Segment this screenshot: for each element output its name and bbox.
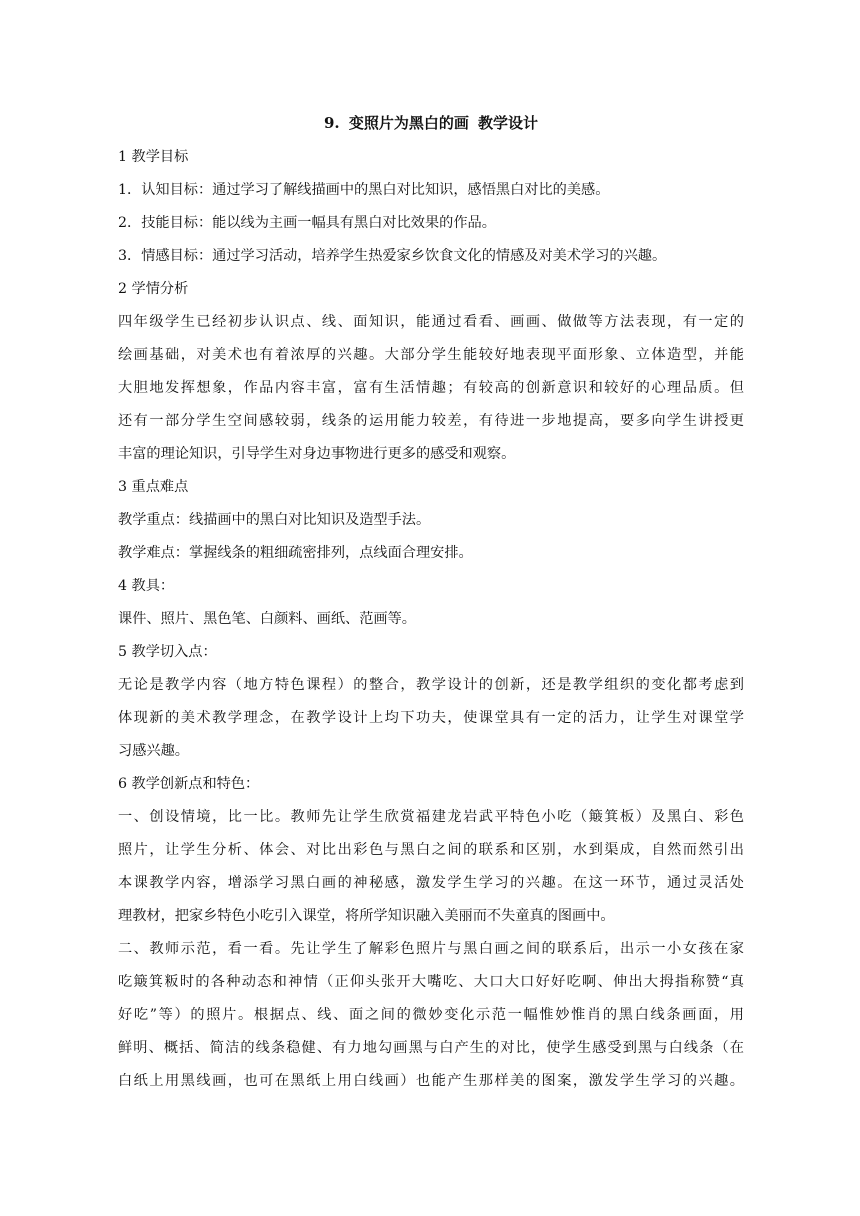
text-line: 1．认知目标：通过学习了解线描画中的黑白对比知识，感悟黑白对比的美感。 xyxy=(118,182,610,198)
text-line: 鲜明、概括、简洁的线条稳健、有力地勾画黑与白产生的对比，使学生感受到黑与白线条（在 xyxy=(118,1040,744,1056)
text-line: 吃簸箕粄时的各种动态和神情（正仰头张开大嘴吃、大口大口好好吃啊、伸出大拇指称赞“真 xyxy=(118,974,744,990)
text-line: 3．情感目标：通过学习活动，培养学生热爱家乡饮食文化的情感及对美术学习的兴趣。 xyxy=(118,248,667,264)
text-line: 丰富的理论知识，引导学生对身边事物进行更多的感受和观察。 xyxy=(118,446,516,462)
text-line: 1 教学目标 xyxy=(118,149,189,165)
text-line: 一、创设情境，比一比。教师先让学生欣赏福建龙岩武平特色小吃（簸箕板）及黑白、彩色 xyxy=(118,809,744,825)
text-line: 照片，让学生分析、体会、对比出彩色与黑白之间的联系和区别，水到渠成，自然而然引出 xyxy=(118,842,744,858)
text-line: 绘画基础，对美术也有着浓厚的兴趣。大部分学生能较好地表现平面形象、立体造型，并能 xyxy=(118,347,744,363)
text-line: 课件、照片、黑色笔、白颜料、画纸、范画等。 xyxy=(118,611,416,627)
text-line: 还有一部分学生空间感较弱，线条的运用能力较差，有待进一步地提高，要多向学生讲授更 xyxy=(118,413,744,429)
text-line: 3 重点难点 xyxy=(118,479,189,495)
text-line: 体现新的美术教学理念，在教学设计上均下功夫，使课堂具有一定的活力，让学生对课堂学 xyxy=(118,710,744,726)
document-title: 9. 变照片为黑白的画 教学设计 xyxy=(323,114,539,132)
text-line: 5 教学切入点： xyxy=(118,644,217,660)
text-line: 大胆地发挥想象，作品内容丰富，富有生活情趣；有较高的创新意识和较好的心理品质。但 xyxy=(118,380,744,396)
text-line: 无论是教学内容（地方特色课程）的整合，教学设计的创新，还是教学组织的变化都考虑到 xyxy=(118,677,744,693)
text-line: 2 学情分析 xyxy=(118,281,189,297)
text-line: 6 教学创新点和特色： xyxy=(118,776,260,792)
text-line: 理教材，把家乡特色小吃引入课堂，将所学知识融入美丽而不失童真的图画中。 xyxy=(118,908,615,924)
text-line: 2．技能目标：能以线为主画一幅具有黑白对比效果的作品。 xyxy=(118,215,496,231)
text-line: 本课教学内容，增添学习黑白画的神秘感，激发学生学习的兴趣。在这一环节，通过灵活处 xyxy=(118,875,744,891)
document-body xyxy=(118,141,744,1098)
text-line: 习感兴趣。 xyxy=(118,743,189,759)
text-line: 白纸上用黑线画，也可在黑纸上用白线画）也能产生那样美的图案，激发学生学习的兴趣。 xyxy=(118,1073,744,1089)
text-line: 教学重点：线描画中的黑白对比知识及造型手法。 xyxy=(118,512,431,528)
text-line: 二、教师示范，看一看。先让学生了解彩色照片与黑白画之间的联系后，出示一小女孩在家 xyxy=(118,941,744,957)
text-line: 好吃”等）的照片。根据点、线、面之间的微妙变化示范一幅惟妙惟肖的黑白线条画面，用 xyxy=(118,1007,744,1023)
text-line: 四年级学生已经初步认识点、线、面知识，能通过看看、画画、做做等方法表现，有一定的 xyxy=(118,314,744,330)
text-line: 教学难点：掌握线条的粗细疏密排列，点线面合理安排。 xyxy=(118,545,473,561)
text-line: 4 教具： xyxy=(118,578,175,594)
